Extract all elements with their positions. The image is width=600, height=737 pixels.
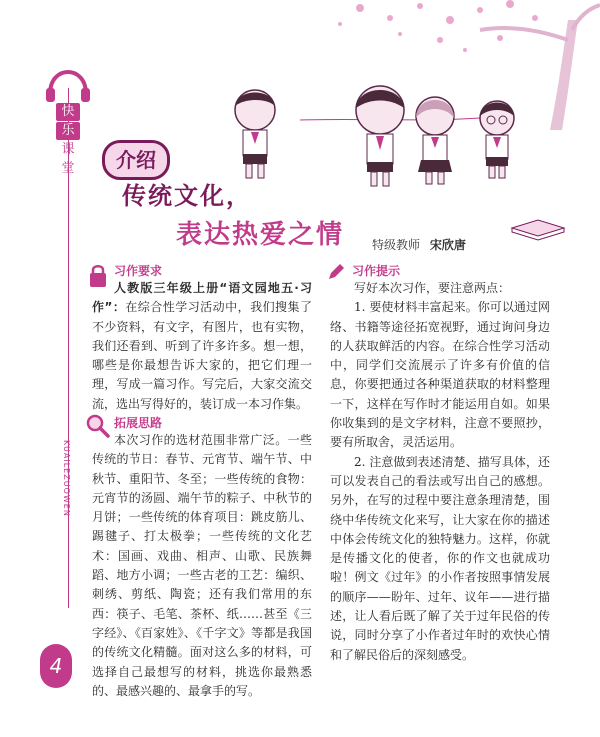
expand-ideas-heading: 拓展思路 bbox=[114, 416, 163, 430]
requirement-heading: 习作要求 bbox=[114, 264, 163, 278]
tips-intro: 写好本次习作，要注意两点： bbox=[354, 281, 511, 295]
tips-heading: 习作提示 bbox=[352, 264, 401, 278]
author-name: 宋欣唐 bbox=[429, 238, 466, 252]
expand-ideas-body bbox=[92, 431, 312, 701]
column-label-char: 乐 bbox=[56, 122, 80, 140]
requirement-text: 在综合性学习活动中，我们搜集了不少资料，有文字，有图片，也有实物，我们还看到、听到了许多许多。想一想，哪些是你最想告诉大家的，把它们理一理，写成一篇习作。写完后，大家交流交流，选出写得好的，装订成一本习作集。 bbox=[92, 300, 312, 411]
books-illustration bbox=[508, 214, 568, 242]
requirement-body bbox=[92, 279, 312, 414]
requirement-lead: 人教版三年级上册“语文园地五·习作”： bbox=[92, 281, 312, 315]
column-label-char: 课 bbox=[61, 142, 75, 157]
tips-point-2: 2. 注意做到表述清楚、描写具体，还可以发表自己的看法或写出自己的感想。另外，在写的过程中要注意条理清楚，围绕中华传统文化来写，让大家在你的描述中体会传统文化的独特魅力。这样，你就是传播文化的使者，你的作文也就成功啦！例文《过年》的小作者按照事情发展的顺序——盼年、过年、议年——进行描述，让人看后既了解了关于过年民俗的传说，同时分享了小作者过年时的欢快心情和了解民俗后的深刻感受。 bbox=[330, 454, 550, 662]
column-label-char: 堂 bbox=[61, 161, 75, 176]
column-label bbox=[56, 102, 80, 179]
rail-vertical-text: KUAILEZUOWEN bbox=[62, 440, 71, 517]
expand-ideas-text: 本次习作的选材范围非常广泛。一些传统的节日：春节、元宵节、端午节、中秋节、重阳节、冬至；一些传统的食物：元宵节的汤圆、端午节的粽子、中秋节的月饼；一些传统的体育项目：跳皮筋儿、踢毽子、打太极拳；一些传统的文化艺术：国画、戏曲、相声、山歌、民族舞蹈、地方小调；一些古老的工艺：编织、刺绣、剪纸、陶瓷；还有我们常用的东西：筷子、毛笔、茶杯、纸……甚至《三字经》、《百家姓》、《千字文》等都是我国的传统文化精髓。面对这么多的材料，可选择自己最想写的材料，挑选你最熟悉的、最感兴趣的、最拿手的写。 bbox=[92, 433, 312, 698]
title-line-1: 介绍 bbox=[102, 140, 170, 180]
page-number: 4 bbox=[40, 644, 72, 688]
title-line-3: 表达热爱之情 bbox=[176, 220, 345, 250]
tips-point-1: 1. 要使材料丰富起来。你可以通过网络、书籍等途径拓宽视野，通过询问身边的人获取鲜活的内容。在综合性学习活动中，同学们交流展示了许多有价值的信息，你要把通过各种渠道获取的材料整理一下，这样在写作时才能运用自如。如果你收集到的是文字材料，注意不要照抄，要有所取舍，灵活运用。 bbox=[330, 300, 550, 450]
tips-body bbox=[330, 279, 550, 665]
title-line-2: 传统文化， bbox=[122, 182, 252, 210]
author-line bbox=[372, 236, 466, 253]
column-label-char: 快 bbox=[56, 103, 80, 121]
children-illustration bbox=[225, 80, 525, 190]
author-role: 特级教师 bbox=[372, 238, 421, 252]
